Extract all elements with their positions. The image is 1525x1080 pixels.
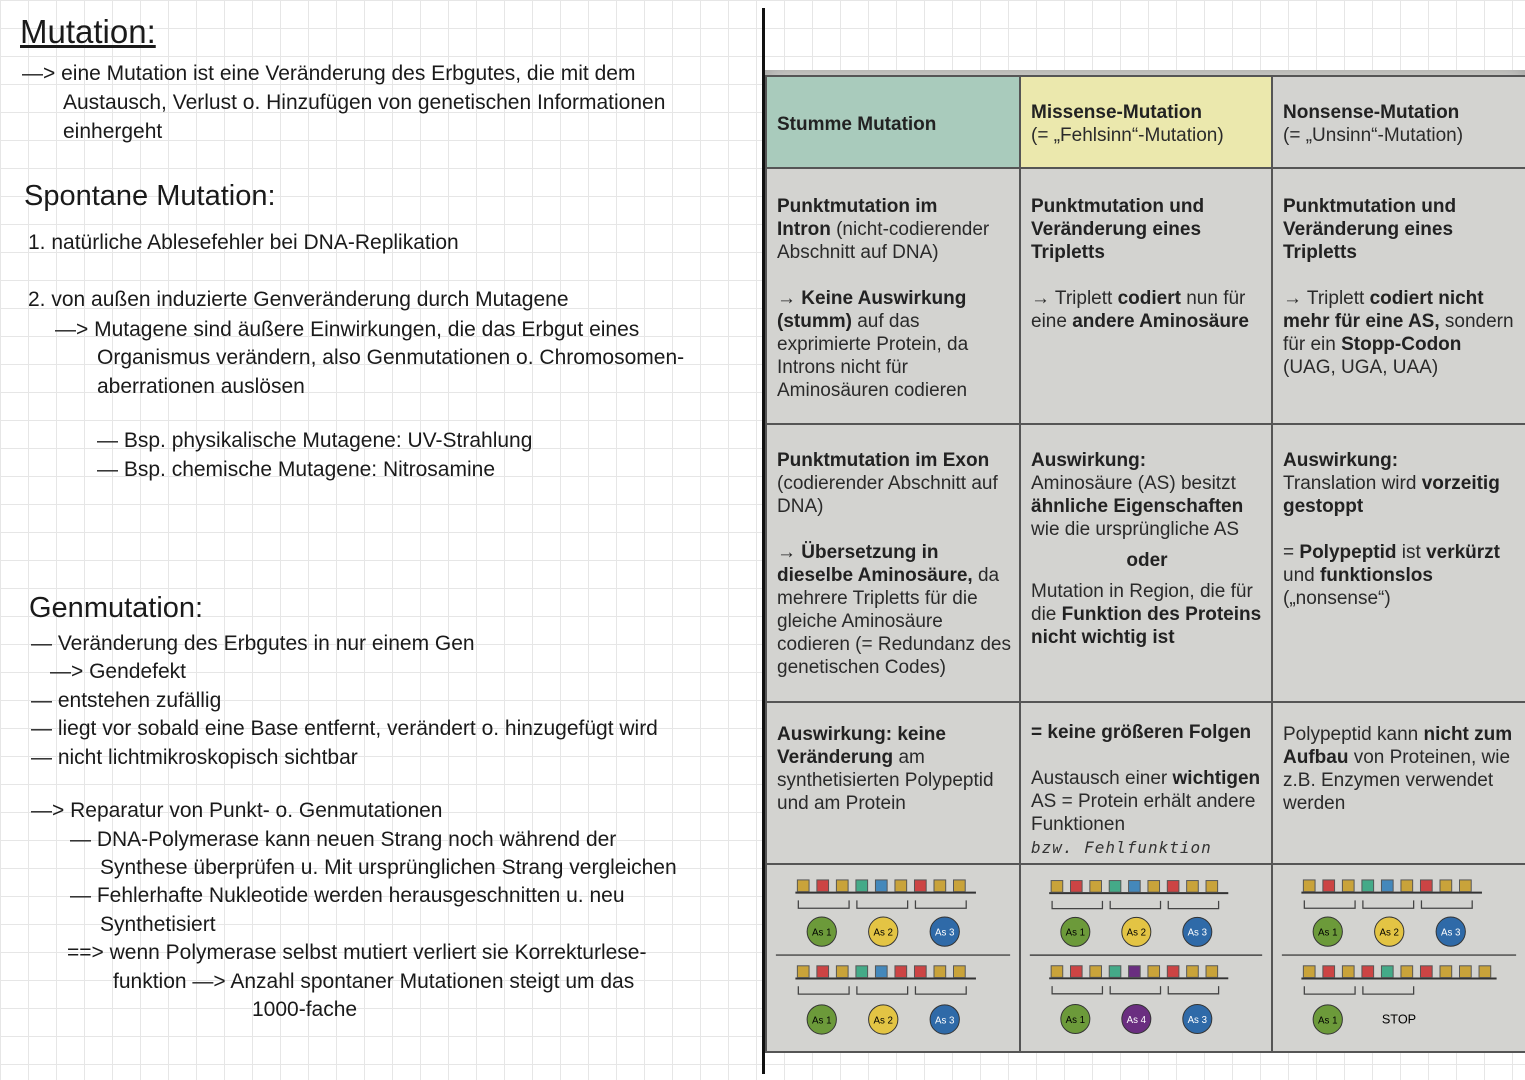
gen-line: — entstehen zufällig	[31, 689, 222, 712]
diagram-nonsense-svg	[1277, 869, 1521, 1047]
table-row	[766, 702, 1525, 864]
mrna-strand	[795, 966, 976, 994]
spontan-example: — Bsp. physikalische Mutagene: UV-Strahlung	[97, 429, 533, 452]
spontan-line: Organismus verändern, also Genmutationen o. Chromosomen-	[97, 346, 685, 369]
stop-label: STOP	[1381, 1012, 1417, 1027]
table-row	[766, 168, 1525, 424]
amino-acid-label: As 3	[1440, 927, 1461, 939]
mutation-def-line: —> eine Mutation ist eine Veränderung des Erbgutes, die mit dem	[22, 62, 636, 85]
amino-acid-label: As 2	[873, 1015, 893, 1027]
gen-line: — liegt vor sobald eine Base entfernt, verändert o. hinzugefügt wird	[31, 717, 658, 740]
gen-line: —> Gendefekt	[50, 660, 186, 683]
spontan-line: aberrationen auslösen	[97, 375, 305, 398]
gen-line: 1000-fache	[252, 998, 358, 1021]
diagram-missense-svg	[1025, 869, 1267, 1047]
diagram-stumm-svg	[771, 869, 1015, 1047]
gen-line: funktion —> Anzahl spontaner Mutationen steigt um das	[113, 970, 635, 993]
gen-line: Synthetisiert	[100, 913, 216, 936]
cell-stumm-folge: Auswirkung: keine Veränderung am synthetisierten Polypeptid und am Protein	[766, 702, 1020, 864]
amino-acid-label: As 3	[1187, 927, 1207, 939]
handwritten-note: bzw. Fehlfunktion	[1031, 838, 1212, 857]
amino-acid-row	[1061, 917, 1212, 946]
header-nonsense-mutation: Nonsense-Mutation (= „Unsinn“-Mutation)	[1272, 76, 1525, 168]
amino-acid-row	[1313, 917, 1465, 946]
gen-line: Synthese überprüfen u. Mit ursprünglichen Strang vergleichen	[100, 856, 677, 879]
mrna-strand	[1049, 966, 1228, 994]
cell-nonsense-folge: Polypeptid kann nicht zum Aufbau von Proteinen, wie z.B. Enzymen verwendet werden	[1272, 702, 1525, 864]
amino-acid-row	[1313, 1005, 1416, 1034]
table-row	[766, 424, 1525, 702]
amino-acid-label: As 1	[1317, 1015, 1338, 1027]
gen-line: — Veränderung des Erbgutes in nur einem Gen	[31, 632, 475, 655]
amino-acid-label: As 2	[873, 927, 893, 939]
mutation-heading: Mutation:	[20, 13, 156, 50]
mrna-strand	[1301, 966, 1496, 994]
amino-acid-label: As 1	[1317, 927, 1338, 939]
mutation-table	[765, 75, 1525, 1053]
cell-nonsense-auswirkung: Auswirkung: Translation wird vorzeitig gestoppt = Polypeptid ist verkürzt und funktionslos („nonsense“)	[1272, 424, 1525, 702]
gen-line: — DNA-Polymerase kann neuen Strang noch während der	[70, 828, 617, 851]
header-missense-mutation: Missense-Mutation (= „Fehlsinn“-Mutation)	[1020, 76, 1272, 168]
diagram-stumm	[766, 864, 1020, 1052]
table-row	[766, 864, 1525, 1052]
amino-acid-label: As 1	[811, 1015, 832, 1027]
amino-acid-label: As 2	[1379, 927, 1399, 939]
amino-acid-label: As 3	[934, 927, 955, 939]
mutation-table-photo	[765, 70, 1525, 1050]
cell-missense-folge: = keine größeren Folgen Austausch einer wichtigen AS = Protein erhält andere Funktionen bzw. Fehlfunktion	[1020, 702, 1272, 864]
mrna-strand	[1301, 880, 1482, 908]
table-header-row	[766, 76, 1525, 168]
amino-acid-row	[1061, 1004, 1212, 1033]
spontan-line: 1. natürliche Ablesefehler bei DNA-Replikation	[28, 231, 459, 254]
spontan-line: 2. von außen induzierte Genveränderung durch Mutagene	[28, 288, 569, 311]
cell-stumm-exon: Punktmutation im Exon (codierender Abschnitt auf DNA) → Übersetzung in dieselbe Aminosäure, da mehrere Tripletts für die gleiche Aminosäure codieren (= Redundanz des genetischen Codes)	[766, 424, 1020, 702]
amino-acid-label: As 1	[811, 927, 832, 939]
amino-acid-label: As 3	[1187, 1014, 1207, 1026]
amino-acid-label: As 3	[934, 1015, 955, 1027]
cell-stumm-intron: Punktmutation im Intron (nicht-codierender Abschnitt auf DNA) → Keine Auswirkung (stumm) auf das exprimierte Protein, da Introns nicht für Aminosäuren codieren	[766, 168, 1020, 424]
amino-acid-label: As 2	[1126, 927, 1146, 939]
mutation-def-line: einhergeht	[63, 120, 163, 143]
gen-line: — nicht lichtmikroskopisch sichtbar	[31, 746, 358, 769]
gen-heading: Genmutation:	[29, 592, 204, 624]
amino-acid-row	[807, 917, 959, 946]
gen-line: — Fehlerhafte Nukleotide werden herausgeschnitten u. neu	[70, 884, 625, 907]
header-stumme-mutation: Stumme Mutation	[766, 76, 1020, 168]
diagram-missense	[1020, 864, 1272, 1052]
cell-missense-triplett: Punktmutation und Veränderung eines Tripletts → Triplett codiert nun für eine andere Aminosäure	[1020, 168, 1272, 424]
mrna-strand	[1049, 881, 1228, 909]
diagram-nonsense	[1272, 864, 1525, 1052]
mutation-def-line: Austausch, Verlust o. Hinzufügen von genetischen Informationen	[63, 91, 666, 114]
amino-acid-row	[807, 1005, 959, 1034]
spontan-heading: Spontane Mutation:	[24, 180, 276, 212]
mrna-strand	[795, 880, 976, 908]
gen-line: ==> wenn Polymerase selbst mutiert verliert sie Korrekturlese-	[67, 941, 647, 964]
amino-acid-label: As 1	[1065, 1014, 1086, 1026]
notes-panel	[0, 0, 760, 1080]
cell-missense-auswirkung: Auswirkung: Aminosäure (AS) besitzt ähnliche Eigenschaften wie die ursprüngliche AS oder Mutation in Region, die für die Funktion des Proteins nicht wichtig ist	[1020, 424, 1272, 702]
amino-acid-label: As 1	[1065, 927, 1086, 939]
spontan-example: — Bsp. chemische Mutagene: Nitrosamine	[97, 458, 496, 481]
gen-line: —> Reparatur von Punkt- o. Genmutationen	[31, 799, 443, 822]
cell-nonsense-triplett: Punktmutation und Veränderung eines Tripletts → Triplett codiert nicht mehr für eine AS, sondern für ein Stopp-Codon (UAG, UGA, UAA)	[1272, 168, 1525, 424]
amino-acid-label: As 4	[1126, 1014, 1146, 1026]
spontan-line: —> Mutagene sind äußere Einwirkungen, die das Erbgut eines	[55, 318, 640, 341]
